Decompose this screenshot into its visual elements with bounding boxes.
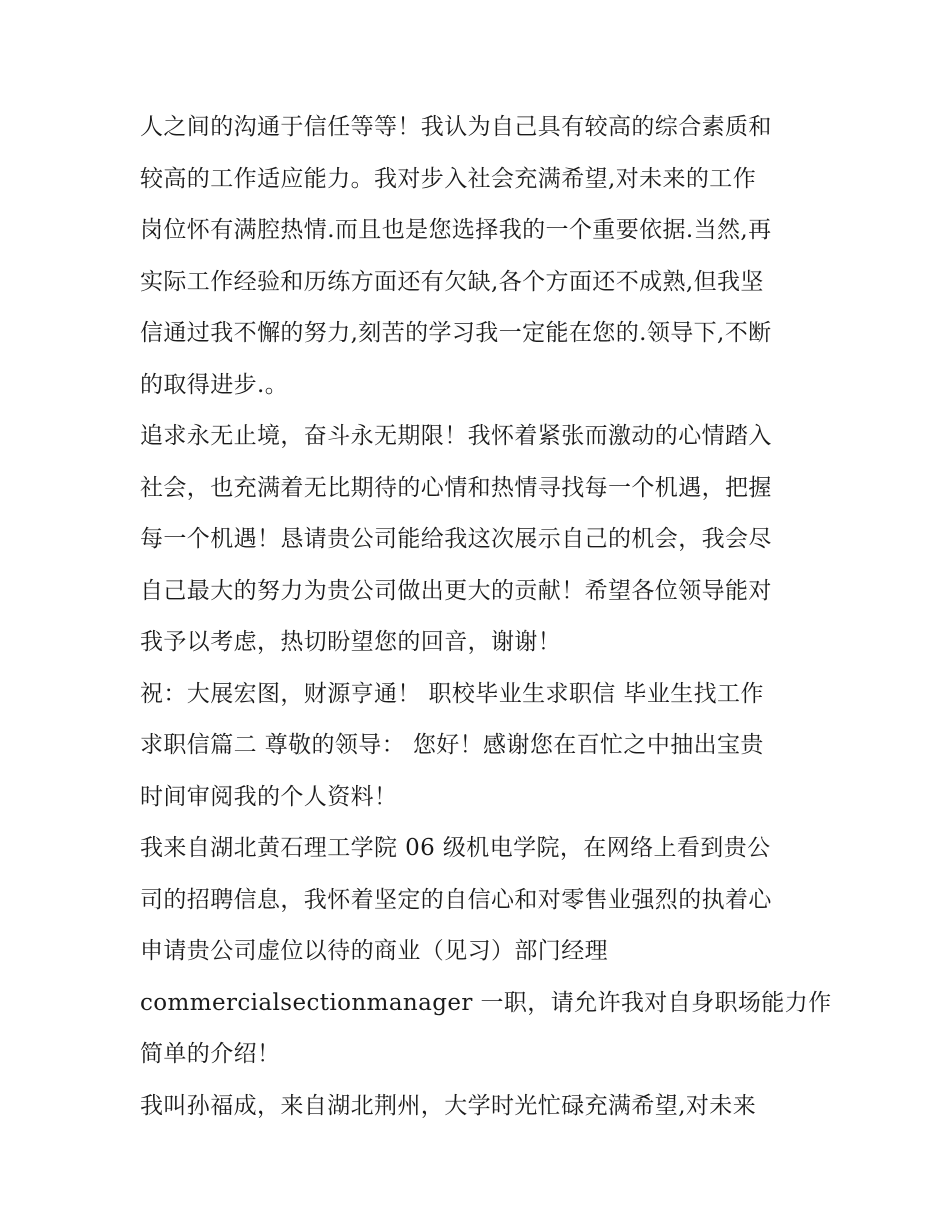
text-line: 求职信篇二 尊敬的领导： 您好！感谢您在百忙之中抽出宝贵	[140, 732, 764, 758]
text-line: 我来自湖北黄石理工学院 06 级机电学院，在网络上看到贵公	[140, 835, 771, 861]
text-line: 实际工作经验和历练方面还有欠缺,各个方面还不成熟,但我坚	[140, 268, 764, 295]
text-line: 人之间的沟通于信任等等！我认为自己具有较高的综合素质和	[140, 114, 772, 140]
text-line: 社会，也充满着无比期待的心情和热情寻找每一个机遇，把握	[140, 474, 772, 501]
document-body	[140, 102, 832, 1132]
text-line: 信通过我不懈的努力,刻苦的学习我一定能在您的.领导下,不断	[140, 320, 772, 346]
text-line: 追求永无止境，奋斗永无期限！我怀着紧张而激动的心情踏入	[140, 423, 772, 449]
text-line: 简单的介绍！	[140, 1041, 281, 1067]
text-line: 时间审阅我的个人资料！	[140, 783, 398, 810]
text-line: 的取得进步.。	[140, 371, 289, 398]
text-line: 我予以考虑，热切盼望您的回音，谢谢！	[140, 629, 562, 655]
text-line: 较高的工作适应能力。我对步入社会充满希望,对未来的工作	[140, 165, 757, 192]
text-line: 自己最大的努力为贵公司做出更大的贡献！希望各位领导能对	[140, 577, 772, 604]
text-line: 岗位怀有满腔热情.而且也是您选择我的一个重要依据.当然,再	[140, 217, 772, 243]
text-line: 申请贵公司虚位以待的商业（见习）部门经理	[140, 938, 608, 964]
text-line: commercialsectionmanager 一职，请允许我对自身职场能力作	[140, 989, 832, 1016]
text-line: 每一个机遇！恳请贵公司能给我这次展示自己的机会，我会尽	[140, 526, 772, 552]
text-line: 祝：大展宏图，财源亨通！ 职校毕业生求职信 毕业生找工作	[140, 680, 764, 707]
text-line: 司的招聘信息，我怀着坚定的自信心和对零售业强烈的执着心	[140, 886, 772, 913]
text-line: 我叫孙福成，来自湖北荆州，大学时光忙碌充满希望,对未来	[140, 1092, 757, 1119]
